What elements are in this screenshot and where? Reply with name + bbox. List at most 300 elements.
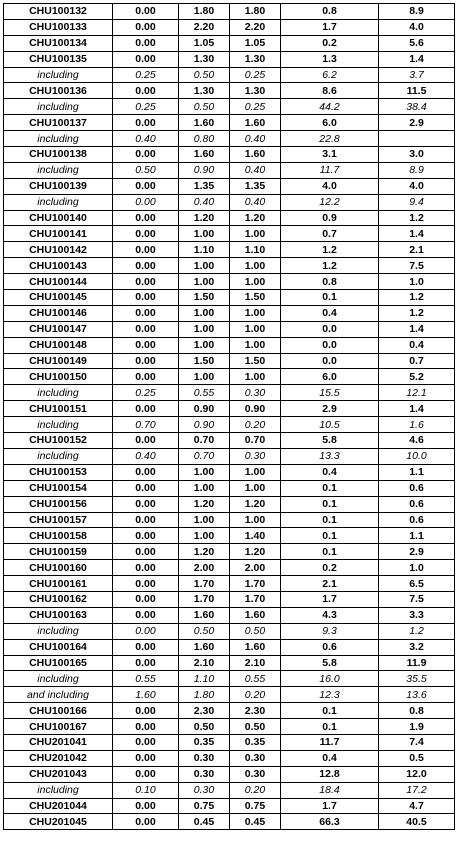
interval-cell: 0.50: [230, 719, 281, 735]
interval-cell: 0.25: [230, 99, 281, 115]
table-row: [4, 369, 455, 385]
hole-id-cell: CHU100162: [4, 591, 113, 607]
value-a-cell: 15.5: [281, 385, 379, 401]
value-a-cell: 9.3: [281, 623, 379, 639]
table-row: [4, 528, 455, 544]
table-row: [4, 353, 455, 369]
table-row: [4, 35, 455, 51]
table-row: [4, 290, 455, 306]
value-a-cell: 0.1: [281, 512, 379, 528]
hole-id-cell: CHU100135: [4, 51, 113, 67]
value-a-cell: 0.6: [281, 639, 379, 655]
from-cell: 0.25: [113, 385, 179, 401]
table-row: [4, 719, 455, 735]
from-cell: 0.00: [113, 576, 179, 592]
hole-id-cell: including: [4, 162, 113, 178]
value-a-cell: 0.0: [281, 337, 379, 353]
table-row-including: [4, 162, 455, 178]
hole-id-cell: CHU100164: [4, 639, 113, 655]
interval-cell: 2.10: [230, 655, 281, 671]
from-cell: 0.00: [113, 719, 179, 735]
to-cell: 1.80: [179, 687, 230, 703]
table-row: [4, 591, 455, 607]
value-a-cell: 1.7: [281, 798, 379, 814]
to-cell: 1.60: [179, 115, 230, 131]
to-cell: 1.30: [179, 83, 230, 99]
to-cell: 1.60: [179, 147, 230, 163]
value-b-cell: 4.0: [379, 178, 455, 194]
value-a-cell: 0.1: [281, 719, 379, 735]
table-row: [4, 560, 455, 576]
value-a-cell: 0.1: [281, 290, 379, 306]
from-cell: 0.00: [113, 703, 179, 719]
interval-cell: 1.00: [230, 305, 281, 321]
table-row-including: [4, 194, 455, 210]
table-row: [4, 147, 455, 163]
interval-cell: 1.60: [230, 607, 281, 623]
value-a-cell: 6.0: [281, 115, 379, 131]
to-cell: 1.35: [179, 178, 230, 194]
to-cell: 1.60: [179, 607, 230, 623]
table-row: [4, 226, 455, 242]
interval-cell: 1.00: [230, 226, 281, 242]
hole-id-cell: CHU201045: [4, 814, 113, 830]
hole-id-cell: CHU100134: [4, 35, 113, 51]
value-a-cell: 5.8: [281, 433, 379, 449]
interval-cell: 0.50: [230, 623, 281, 639]
table-row: [4, 83, 455, 99]
value-b-cell: 4.7: [379, 798, 455, 814]
hole-id-cell: CHU100154: [4, 480, 113, 496]
to-cell: 2.10: [179, 655, 230, 671]
interval-cell: 0.25: [230, 67, 281, 83]
hole-id-cell: CHU100151: [4, 401, 113, 417]
from-cell: 0.25: [113, 99, 179, 115]
value-a-cell: 1.7: [281, 19, 379, 35]
table-row-including: [4, 671, 455, 687]
value-b-cell: 7.4: [379, 734, 455, 750]
value-b-cell: 0.6: [379, 496, 455, 512]
table-row-including: [4, 782, 455, 798]
to-cell: 0.70: [179, 433, 230, 449]
interval-cell: 1.00: [230, 337, 281, 353]
to-cell: 1.80: [179, 4, 230, 20]
to-cell: 1.70: [179, 576, 230, 592]
value-a-cell: 0.4: [281, 464, 379, 480]
value-b-cell: 2.9: [379, 544, 455, 560]
value-a-cell: 11.7: [281, 162, 379, 178]
to-cell: 1.00: [179, 480, 230, 496]
to-cell: 0.40: [179, 194, 230, 210]
to-cell: 1.60: [179, 639, 230, 655]
from-cell: 0.00: [113, 337, 179, 353]
value-a-cell: 0.1: [281, 528, 379, 544]
from-cell: 0.00: [113, 115, 179, 131]
from-cell: 0.00: [113, 655, 179, 671]
hole-id-cell: CHU100160: [4, 560, 113, 576]
interval-cell: 0.30: [230, 750, 281, 766]
to-cell: 1.00: [179, 321, 230, 337]
hole-id-cell: CHU100145: [4, 290, 113, 306]
drill-results-table: [3, 3, 455, 830]
to-cell: 1.20: [179, 210, 230, 226]
hole-id-cell: CHU100153: [4, 464, 113, 480]
table-row: [4, 305, 455, 321]
value-b-cell: 0.4: [379, 337, 455, 353]
from-cell: 0.40: [113, 131, 179, 147]
table-row: [4, 321, 455, 337]
interval-cell: 1.60: [230, 639, 281, 655]
value-b-cell: 2.1: [379, 242, 455, 258]
value-b-cell: 8.9: [379, 162, 455, 178]
value-b-cell: 1.0: [379, 560, 455, 576]
table-row: [4, 19, 455, 35]
table-row: [4, 337, 455, 353]
value-a-cell: 10.5: [281, 417, 379, 433]
interval-cell: 2.30: [230, 703, 281, 719]
to-cell: 1.70: [179, 591, 230, 607]
from-cell: 0.00: [113, 433, 179, 449]
from-cell: 0.00: [113, 369, 179, 385]
hole-id-cell: CHU100157: [4, 512, 113, 528]
hole-id-cell: including: [4, 417, 113, 433]
value-b-cell: 4.0: [379, 19, 455, 35]
to-cell: 1.00: [179, 258, 230, 274]
interval-cell: 0.70: [230, 433, 281, 449]
hole-id-cell: CHU100138: [4, 147, 113, 163]
to-cell: 2.30: [179, 703, 230, 719]
hole-id-cell: CHU100150: [4, 369, 113, 385]
from-cell: 0.00: [113, 814, 179, 830]
value-b-cell: 12.1: [379, 385, 455, 401]
hole-id-cell: CHU100139: [4, 178, 113, 194]
interval-cell: 1.20: [230, 210, 281, 226]
value-a-cell: 13.3: [281, 448, 379, 464]
value-a-cell: 12.2: [281, 194, 379, 210]
value-b-cell: 11.5: [379, 83, 455, 99]
value-a-cell: 66.3: [281, 814, 379, 830]
hole-id-cell: CHU100158: [4, 528, 113, 544]
to-cell: 0.75: [179, 798, 230, 814]
interval-cell: 1.70: [230, 576, 281, 592]
value-a-cell: 1.3: [281, 51, 379, 67]
from-cell: 0.00: [113, 544, 179, 560]
value-a-cell: 0.4: [281, 750, 379, 766]
value-b-cell: 10.0: [379, 448, 455, 464]
from-cell: 0.25: [113, 67, 179, 83]
value-b-cell: 38.4: [379, 99, 455, 115]
from-cell: 0.00: [113, 512, 179, 528]
value-b-cell: 1.4: [379, 226, 455, 242]
value-a-cell: 0.2: [281, 35, 379, 51]
value-a-cell: 1.2: [281, 242, 379, 258]
value-b-cell: 1.6: [379, 417, 455, 433]
interval-cell: 1.00: [230, 480, 281, 496]
to-cell: 0.90: [179, 401, 230, 417]
hole-id-cell: CHU201044: [4, 798, 113, 814]
value-b-cell: 13.6: [379, 687, 455, 703]
from-cell: 0.55: [113, 671, 179, 687]
from-cell: 0.00: [113, 51, 179, 67]
interval-cell: 0.35: [230, 734, 281, 750]
to-cell: 0.55: [179, 385, 230, 401]
hole-id-cell: CHU100165: [4, 655, 113, 671]
table-row: [4, 814, 455, 830]
value-a-cell: 1.7: [281, 591, 379, 607]
from-cell: 0.00: [113, 528, 179, 544]
from-cell: 0.00: [113, 242, 179, 258]
from-cell: 0.00: [113, 734, 179, 750]
value-b-cell: 1.2: [379, 290, 455, 306]
hole-id-cell: CHU100142: [4, 242, 113, 258]
from-cell: 0.00: [113, 226, 179, 242]
interval-cell: 0.30: [230, 766, 281, 782]
interval-cell: 1.00: [230, 258, 281, 274]
from-cell: 0.00: [113, 623, 179, 639]
from-cell: 0.40: [113, 448, 179, 464]
table-row: [4, 480, 455, 496]
table-row: [4, 766, 455, 782]
value-b-cell: 35.5: [379, 671, 455, 687]
to-cell: 1.00: [179, 337, 230, 353]
value-b-cell: 5.6: [379, 35, 455, 51]
from-cell: 0.00: [113, 210, 179, 226]
table-row: [4, 274, 455, 290]
hole-id-cell: CHU201042: [4, 750, 113, 766]
to-cell: 1.50: [179, 290, 230, 306]
hole-id-cell: CHU100147: [4, 321, 113, 337]
from-cell: 0.00: [113, 353, 179, 369]
value-b-cell: 1.9: [379, 719, 455, 735]
to-cell: 0.70: [179, 448, 230, 464]
interval-cell: 0.20: [230, 782, 281, 798]
to-cell: 0.50: [179, 719, 230, 735]
interval-cell: 1.20: [230, 544, 281, 560]
interval-cell: 1.35: [230, 178, 281, 194]
value-b-cell: 0.8: [379, 703, 455, 719]
from-cell: 0.00: [113, 750, 179, 766]
value-b-cell: 1.1: [379, 528, 455, 544]
interval-cell: 0.45: [230, 814, 281, 830]
value-b-cell: 11.9: [379, 655, 455, 671]
table-row: [4, 639, 455, 655]
table-row: [4, 607, 455, 623]
value-a-cell: 6.2: [281, 67, 379, 83]
value-a-cell: 2.1: [281, 576, 379, 592]
from-cell: 0.00: [113, 305, 179, 321]
from-cell: 0.00: [113, 258, 179, 274]
interval-cell: 1.00: [230, 369, 281, 385]
hole-id-cell: including: [4, 194, 113, 210]
value-a-cell: 18.4: [281, 782, 379, 798]
table-row: [4, 576, 455, 592]
interval-cell: 1.30: [230, 51, 281, 67]
value-b-cell: 3.7: [379, 67, 455, 83]
from-cell: 0.00: [113, 639, 179, 655]
value-a-cell: 0.1: [281, 480, 379, 496]
to-cell: 0.80: [179, 131, 230, 147]
table-row: [4, 4, 455, 20]
to-cell: 0.50: [179, 67, 230, 83]
hole-id-cell: CHU100137: [4, 115, 113, 131]
value-b-cell: 7.5: [379, 258, 455, 274]
interval-cell: 0.30: [230, 448, 281, 464]
table-row-including: [4, 448, 455, 464]
hole-id-cell: CHU100163: [4, 607, 113, 623]
interval-cell: 1.80: [230, 4, 281, 20]
interval-cell: 0.40: [230, 194, 281, 210]
interval-cell: 0.75: [230, 798, 281, 814]
from-cell: 0.00: [113, 560, 179, 576]
hole-id-cell: including: [4, 385, 113, 401]
hole-id-cell: CHU100133: [4, 19, 113, 35]
hole-id-cell: CHU100136: [4, 83, 113, 99]
value-a-cell: 0.8: [281, 274, 379, 290]
from-cell: 0.00: [113, 274, 179, 290]
from-cell: 0.00: [113, 290, 179, 306]
from-cell: 1.60: [113, 687, 179, 703]
value-b-cell: 3.3: [379, 607, 455, 623]
value-a-cell: 44.2: [281, 99, 379, 115]
from-cell: 0.00: [113, 591, 179, 607]
value-b-cell: 1.4: [379, 401, 455, 417]
to-cell: 1.10: [179, 671, 230, 687]
value-a-cell: 5.8: [281, 655, 379, 671]
value-b-cell: 6.5: [379, 576, 455, 592]
to-cell: 0.50: [179, 623, 230, 639]
value-a-cell: 2.9: [281, 401, 379, 417]
value-a-cell: 6.0: [281, 369, 379, 385]
from-cell: 0.00: [113, 321, 179, 337]
table-body: [4, 4, 455, 830]
hole-id-cell: including: [4, 671, 113, 687]
table-row: [4, 512, 455, 528]
interval-cell: 2.00: [230, 560, 281, 576]
value-b-cell: 2.9: [379, 115, 455, 131]
from-cell: 0.00: [113, 496, 179, 512]
from-cell: 0.00: [113, 83, 179, 99]
hole-id-cell: CHU100141: [4, 226, 113, 242]
to-cell: 1.05: [179, 35, 230, 51]
value-a-cell: 0.7: [281, 226, 379, 242]
hole-id-cell: CHU100166: [4, 703, 113, 719]
value-b-cell: 3.0: [379, 147, 455, 163]
hole-id-cell: CHU100159: [4, 544, 113, 560]
value-a-cell: 0.1: [281, 544, 379, 560]
to-cell: 2.00: [179, 560, 230, 576]
value-b-cell: 7.5: [379, 591, 455, 607]
interval-cell: 1.60: [230, 115, 281, 131]
hole-id-cell: CHU100144: [4, 274, 113, 290]
value-b-cell: 1.0: [379, 274, 455, 290]
hole-id-cell: including: [4, 99, 113, 115]
table-row-including: [4, 623, 455, 639]
to-cell: 0.90: [179, 417, 230, 433]
from-cell: 0.00: [113, 147, 179, 163]
table-row-including: [4, 417, 455, 433]
from-cell: 0.00: [113, 19, 179, 35]
interval-cell: 0.30: [230, 385, 281, 401]
value-a-cell: 11.7: [281, 734, 379, 750]
table-row: [4, 798, 455, 814]
table-row-including: [4, 99, 455, 115]
from-cell: 0.00: [113, 607, 179, 623]
interval-cell: 0.90: [230, 401, 281, 417]
from-cell: 0.00: [113, 178, 179, 194]
to-cell: 1.50: [179, 353, 230, 369]
value-a-cell: 0.2: [281, 560, 379, 576]
table-row: [4, 734, 455, 750]
value-b-cell: 1.4: [379, 51, 455, 67]
hole-id-cell: CHU100143: [4, 258, 113, 274]
to-cell: 1.00: [179, 226, 230, 242]
from-cell: 0.00: [113, 480, 179, 496]
value-a-cell: 12.3: [281, 687, 379, 703]
value-a-cell: 22.8: [281, 131, 379, 147]
interval-cell: 1.40: [230, 528, 281, 544]
to-cell: 1.00: [179, 274, 230, 290]
interval-cell: 1.00: [230, 464, 281, 480]
hole-id-cell: CHU100132: [4, 4, 113, 20]
value-a-cell: 0.0: [281, 353, 379, 369]
interval-cell: 0.20: [230, 417, 281, 433]
hole-id-cell: including: [4, 623, 113, 639]
hole-id-cell: CHU100152: [4, 433, 113, 449]
value-a-cell: 16.0: [281, 671, 379, 687]
value-a-cell: 0.1: [281, 496, 379, 512]
to-cell: 0.50: [179, 99, 230, 115]
interval-cell: 1.70: [230, 591, 281, 607]
hole-id-cell: CHU100149: [4, 353, 113, 369]
to-cell: 0.30: [179, 782, 230, 798]
interval-cell: 1.20: [230, 496, 281, 512]
hole-id-cell: including: [4, 782, 113, 798]
hole-id-cell: CHU100148: [4, 337, 113, 353]
to-cell: 0.90: [179, 162, 230, 178]
to-cell: 1.20: [179, 496, 230, 512]
hole-id-cell: CHU100161: [4, 576, 113, 592]
interval-cell: 1.00: [230, 512, 281, 528]
from-cell: 0.00: [113, 766, 179, 782]
hole-id-cell: CHU100140: [4, 210, 113, 226]
value-b-cell: 1.4: [379, 321, 455, 337]
to-cell: 1.10: [179, 242, 230, 258]
value-b-cell: 0.7: [379, 353, 455, 369]
to-cell: 1.00: [179, 369, 230, 385]
hole-id-cell: including: [4, 67, 113, 83]
value-a-cell: 0.4: [281, 305, 379, 321]
value-b-cell: 1.2: [379, 210, 455, 226]
from-cell: 0.00: [113, 35, 179, 51]
value-b-cell: 3.2: [379, 639, 455, 655]
value-a-cell: 0.9: [281, 210, 379, 226]
hole-id-cell: CHU100167: [4, 719, 113, 735]
to-cell: 1.00: [179, 305, 230, 321]
value-a-cell: 12.8: [281, 766, 379, 782]
interval-cell: 1.00: [230, 274, 281, 290]
interval-cell: 0.40: [230, 131, 281, 147]
from-cell: 0.10: [113, 782, 179, 798]
value-a-cell: 4.3: [281, 607, 379, 623]
table-row-including: [4, 385, 455, 401]
to-cell: 1.00: [179, 528, 230, 544]
from-cell: 0.00: [113, 464, 179, 480]
table-row: [4, 464, 455, 480]
value-a-cell: 0.8: [281, 4, 379, 20]
table-row: [4, 178, 455, 194]
hole-id-cell: CHU100146: [4, 305, 113, 321]
value-a-cell: 4.0: [281, 178, 379, 194]
